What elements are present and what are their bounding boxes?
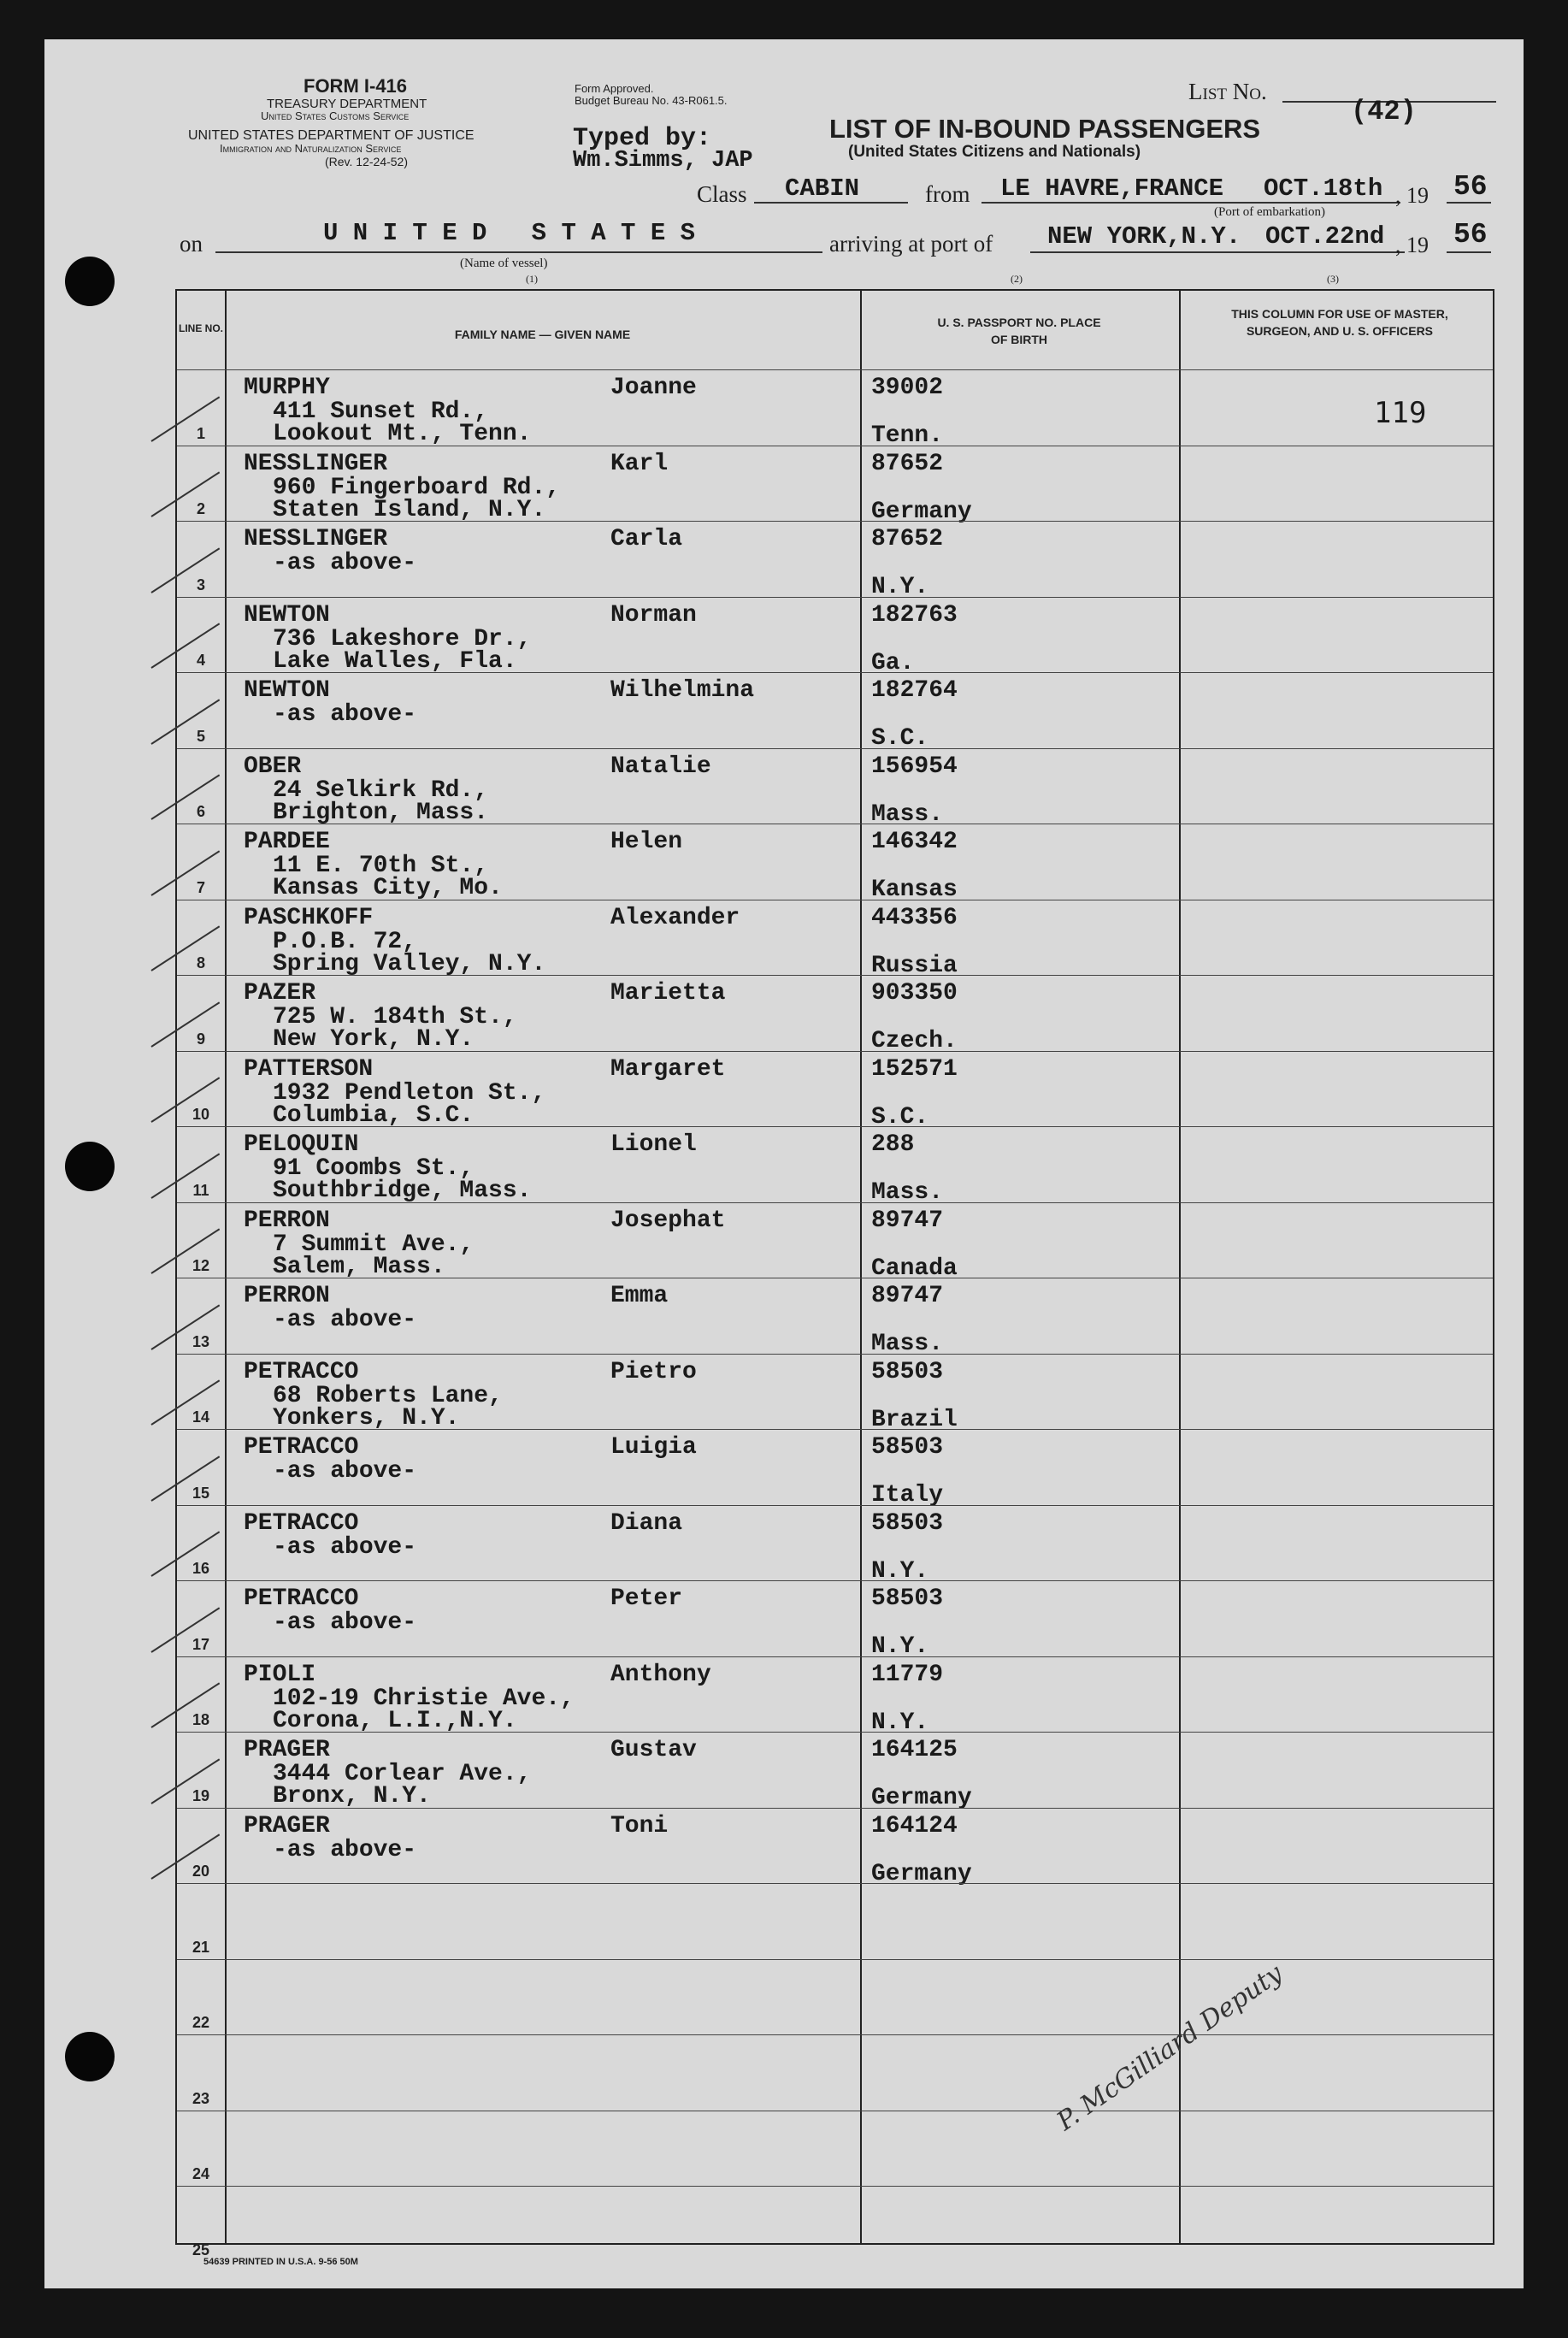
table-row — [177, 1505, 1493, 1585]
address-line-1: P.O.B. 72, — [273, 928, 417, 955]
table-row — [177, 1656, 1493, 1736]
punch-hole — [65, 257, 115, 306]
table-row — [177, 672, 1493, 752]
passport-number: 182764 — [871, 677, 958, 704]
passport-number: 58503 — [871, 1585, 944, 1612]
typed-by-value: Wm.Simms, JAP — [573, 148, 753, 174]
passport-number: 58503 — [871, 1509, 944, 1537]
address-line-1: 3444 Corlear Ave., — [273, 1761, 532, 1787]
passport-number: 58503 — [871, 1434, 944, 1461]
on-label: on — [180, 231, 203, 257]
passport-number: 146342 — [871, 829, 958, 855]
address-line-2: Kansas City, Mo. — [273, 875, 503, 901]
address-line-1: 68 Roberts Lane, — [273, 1382, 503, 1409]
given-name: Carla — [610, 526, 683, 552]
place-of-birth: Mass. — [871, 1331, 944, 1357]
given-name: Alexander — [610, 904, 740, 931]
given-name: Luigia — [610, 1434, 697, 1461]
form-title: LIST OF IN-BOUND PASSENGERS — [829, 114, 1261, 144]
given-name: Helen — [610, 829, 683, 855]
officer-note: 119 — [1374, 396, 1427, 430]
vessel-name: U N I T E D S T A T E S — [323, 219, 696, 247]
line-number: 1 — [196, 424, 205, 442]
from-label: from — [925, 181, 970, 207]
table-row — [177, 1126, 1493, 1206]
customs-service: United States Customs Service — [261, 109, 410, 122]
punch-hole — [65, 1142, 115, 1191]
line-number: 10 — [192, 1106, 210, 1123]
address-line-2: Lookout Mt., Tenn. — [273, 421, 532, 447]
line-number: 6 — [196, 803, 205, 820]
given-name: Natalie — [610, 753, 711, 780]
line-number: 11 — [192, 1181, 209, 1199]
line-number: 16 — [192, 1560, 210, 1577]
table-row — [177, 2111, 1493, 2187]
address-line-1: 736 Lakeshore Dr., — [273, 625, 532, 652]
given-name: Josephat — [610, 1207, 726, 1234]
table-row — [177, 597, 1493, 676]
passenger-table — [175, 289, 1494, 2258]
line-number: 12 — [192, 1257, 210, 1274]
place-of-birth: Germany — [871, 1785, 972, 1811]
passport-number: 58503 — [871, 1358, 944, 1385]
address-line-1: -as above- — [273, 701, 417, 728]
list-no-value: (42) — [1351, 96, 1417, 127]
place-of-birth: Tenn. — [871, 422, 944, 449]
family-name: PAZER — [244, 980, 316, 1007]
address-line-2: Bronx, N.Y. — [273, 1783, 431, 1810]
address-line-1: -as above- — [273, 1836, 417, 1863]
address-line-1: 24 Selkirk Rd., — [273, 776, 489, 804]
place-of-birth: N.Y. — [871, 1557, 929, 1585]
col-header-line-no: LINE NO. — [178, 322, 223, 334]
table-row — [177, 748, 1493, 828]
address-line-1: -as above- — [273, 1609, 417, 1636]
table-row — [177, 1202, 1493, 1282]
address-line-1: 1932 Pendleton St., — [273, 1079, 546, 1107]
address-line-2: Corona, L.I.,N.Y. — [273, 1707, 517, 1734]
line-number: 13 — [192, 1332, 210, 1350]
class-label: Class — [697, 181, 747, 207]
embarkation-date: OCT.18th — [1264, 174, 1383, 203]
address-line-1: -as above- — [273, 1458, 417, 1485]
address-line-2: Salem, Mass. — [273, 1253, 445, 1280]
port-embark-caption: (Port of embarkation) — [1214, 205, 1325, 219]
passport-number: 164125 — [871, 1737, 958, 1763]
family-name: NESSLINGER — [244, 450, 388, 477]
line-number: 4 — [196, 652, 205, 669]
place-of-birth: S.C. — [871, 725, 929, 752]
table-row — [177, 824, 1493, 903]
passport-number: 87652 — [871, 450, 944, 477]
table-row — [177, 2186, 1493, 2262]
family-name: PELOQUIN — [244, 1131, 359, 1158]
family-name: PASCHKOFF — [244, 904, 374, 931]
table-row — [177, 1354, 1493, 1433]
arrival-date: OCT.22nd — [1265, 222, 1385, 251]
naturalization-service: Immigration and Naturalization Service — [220, 142, 402, 155]
family-name: PETRACCO — [244, 1509, 359, 1537]
family-name: NEWTON — [244, 677, 330, 704]
given-name: Lionel — [610, 1131, 697, 1158]
table-row — [177, 1808, 1493, 1887]
passport-number: 87652 — [871, 526, 944, 552]
given-name: Wilhelmina — [610, 677, 755, 704]
line-number: 8 — [196, 954, 205, 971]
table-row — [177, 900, 1493, 979]
line-number: 19 — [192, 1786, 210, 1804]
arrival-year: 56 — [1453, 219, 1488, 251]
line-number: 20 — [192, 1863, 210, 1880]
address-line-1: -as above- — [273, 1307, 417, 1333]
given-name: Toni — [610, 1812, 669, 1839]
table-row — [177, 446, 1493, 525]
col-header-name: FAMILY NAME — GIVEN NAME — [454, 328, 631, 341]
place-of-birth: N.Y. — [871, 1633, 929, 1660]
given-name: Joanne — [610, 375, 697, 401]
arriving-label: arriving at port of — [829, 231, 993, 257]
address-line-2: Southbridge, Mass. — [273, 1178, 532, 1204]
passport-number: 182763 — [871, 601, 958, 629]
form-subtitle: (United States Citizens and Nationals) — [848, 143, 1141, 161]
table-row — [177, 1429, 1493, 1508]
line-number: 2 — [196, 500, 205, 517]
justice-dept: UNITED STATES DEPARTMENT OF JUSTICE — [188, 128, 475, 143]
form-approved: Form Approved. — [575, 82, 654, 95]
family-name: PRAGER — [244, 1812, 330, 1839]
col1-marker: (1) — [526, 273, 538, 285]
table-row — [177, 369, 1493, 449]
line-number: 23 — [192, 2089, 210, 2107]
address-line-1: 411 Sunset Rd., — [273, 399, 489, 425]
given-name: Peter — [610, 1585, 683, 1612]
address-line-1: -as above- — [273, 550, 417, 576]
given-name: Pietro — [610, 1358, 697, 1385]
table-row — [177, 2034, 1493, 2111]
passport-number: 89747 — [871, 1283, 944, 1309]
place-of-birth: Germany — [871, 1860, 972, 1887]
line-number: 18 — [192, 1711, 210, 1728]
line-number: 7 — [196, 878, 205, 896]
given-name: Marietta — [610, 980, 726, 1007]
budget-bureau: Budget Bureau No. 43-R061.5. — [575, 94, 728, 107]
line-number: 9 — [196, 1030, 205, 1048]
passport-number: 903350 — [871, 980, 958, 1007]
year-prefix: , 19 — [1395, 233, 1429, 257]
line-number: 5 — [196, 727, 205, 745]
place-of-birth: N.Y. — [871, 574, 929, 600]
arrival-port: NEW YORK,N.Y. — [1047, 222, 1241, 251]
place-of-birth: Brazil — [871, 1406, 958, 1433]
given-name: Margaret — [610, 1055, 726, 1083]
given-name: Gustav — [610, 1737, 697, 1763]
place-of-birth: Kansas — [871, 877, 958, 903]
table-row — [177, 1959, 1493, 2035]
address-line-1: -as above- — [273, 1533, 417, 1561]
passport-number: 288 — [871, 1131, 915, 1158]
passport-number: 89747 — [871, 1207, 944, 1234]
place-of-birth: Mass. — [871, 1179, 944, 1206]
vessel-caption: (Name of vessel) — [460, 257, 548, 270]
address-line-1: 7 Summit Ave., — [273, 1231, 475, 1258]
family-name: PRAGER — [244, 1737, 330, 1763]
place-of-birth: Czech. — [871, 1028, 958, 1054]
address-line-1: 102-19 Christie Ave., — [273, 1685, 575, 1712]
passport-number: 152571 — [871, 1055, 958, 1083]
address-line-1: 11 E. 70th St., — [273, 853, 489, 879]
family-name: PETRACCO — [244, 1434, 359, 1461]
place-of-birth: Germany — [871, 498, 972, 525]
col2-marker: (2) — [1011, 273, 1023, 285]
table-row — [177, 1732, 1493, 1811]
place-of-birth: S.C. — [871, 1103, 929, 1131]
table-row — [177, 975, 1493, 1054]
form-number: FORM I-416 — [304, 75, 408, 97]
table-row — [177, 1278, 1493, 1357]
place-of-birth: Russia — [871, 952, 958, 979]
family-name: MURPHY — [244, 375, 330, 401]
family-name: PIOLI — [244, 1661, 316, 1688]
line-number: 17 — [192, 1635, 210, 1653]
col3-marker: (3) — [1327, 273, 1339, 285]
punch-hole — [65, 2032, 115, 2081]
list-no-label: List No. — [1188, 79, 1267, 104]
place-of-birth: Canada — [871, 1255, 958, 1282]
address-line-2: Brighton, Mass. — [273, 799, 489, 826]
table-row — [177, 521, 1493, 600]
address-line-2: New York, N.Y. — [273, 1026, 475, 1053]
port-of-embarkation: LE HAVRE,FRANCE — [1000, 174, 1224, 203]
table-row — [177, 1580, 1493, 1660]
passport-number: 156954 — [871, 753, 958, 780]
passport-number: 11779 — [871, 1661, 944, 1688]
family-name: PATTERSON — [244, 1055, 374, 1083]
passport-number: 443356 — [871, 904, 958, 931]
place-of-birth: Ga. — [871, 649, 915, 676]
address-line-2: Columbia, S.C. — [273, 1101, 475, 1129]
address-line-1: 725 W. 184th St., — [273, 1004, 517, 1030]
family-name: PETRACCO — [244, 1358, 359, 1385]
line-number: 24 — [192, 2165, 210, 2182]
line-number: 21 — [192, 1938, 210, 1956]
embarkation-year: 56 — [1453, 171, 1488, 203]
family-name: PARDEE — [244, 829, 330, 855]
place-of-birth: Mass. — [871, 800, 944, 828]
address-line-1: 960 Fingerboard Rd., — [273, 474, 561, 501]
line-number: 22 — [192, 2014, 210, 2031]
family-name: OBER — [244, 753, 302, 780]
family-name: PERRON — [244, 1283, 330, 1309]
line-number: 14 — [192, 1408, 210, 1426]
form-revision: (Rev. 12-24-52) — [325, 155, 409, 168]
given-name: Anthony — [610, 1661, 711, 1688]
deputy-signature: P. McGilliard Deputy — [1052, 1958, 1288, 2137]
address-line-2: Spring Valley, N.Y. — [273, 950, 546, 977]
given-name: Emma — [610, 1283, 669, 1309]
given-name: Karl — [610, 450, 669, 477]
passport-number: 39002 — [871, 375, 944, 401]
place-of-birth: Italy — [871, 1482, 944, 1508]
given-name: Norman — [610, 601, 697, 629]
address-line-2: Lake Walles, Fla. — [273, 647, 517, 675]
col-header-passport: U. S. PASSPORT NO. PLACE OF BIRTH — [937, 316, 1101, 346]
line-number: 25 — [192, 2241, 210, 2258]
address-line-2: Yonkers, N.Y. — [273, 1404, 460, 1432]
table-row — [177, 1883, 1493, 1959]
treasury-dept: TREASURY DEPARTMENT — [267, 97, 427, 111]
passport-number: 164124 — [871, 1812, 958, 1839]
given-name: Diana — [610, 1509, 683, 1537]
family-name: PETRACCO — [244, 1585, 359, 1612]
family-name: PERRON — [244, 1207, 330, 1234]
family-name: NEWTON — [244, 601, 330, 629]
print-footer: 54639 PRINTED IN U.S.A. 9-56 50M — [203, 2257, 358, 2267]
place-of-birth: N.Y. — [871, 1709, 929, 1736]
class-value: CABIN — [785, 174, 860, 203]
table-row — [177, 1051, 1493, 1131]
address-line-2: Staten Island, N.Y. — [273, 496, 546, 523]
address-line-1: 91 Coombs St., — [273, 1155, 475, 1182]
family-name: NESSLINGER — [244, 526, 388, 552]
year-prefix: , 19 — [1395, 183, 1429, 208]
typed-by-label: Typed by: — [573, 124, 712, 153]
col-header-officers: THIS COLUMN FOR USE OF MASTER, SURGEON, AND U. S. OFFICERS — [1231, 307, 1448, 338]
line-number: 3 — [196, 576, 205, 593]
line-number: 15 — [192, 1484, 210, 1502]
